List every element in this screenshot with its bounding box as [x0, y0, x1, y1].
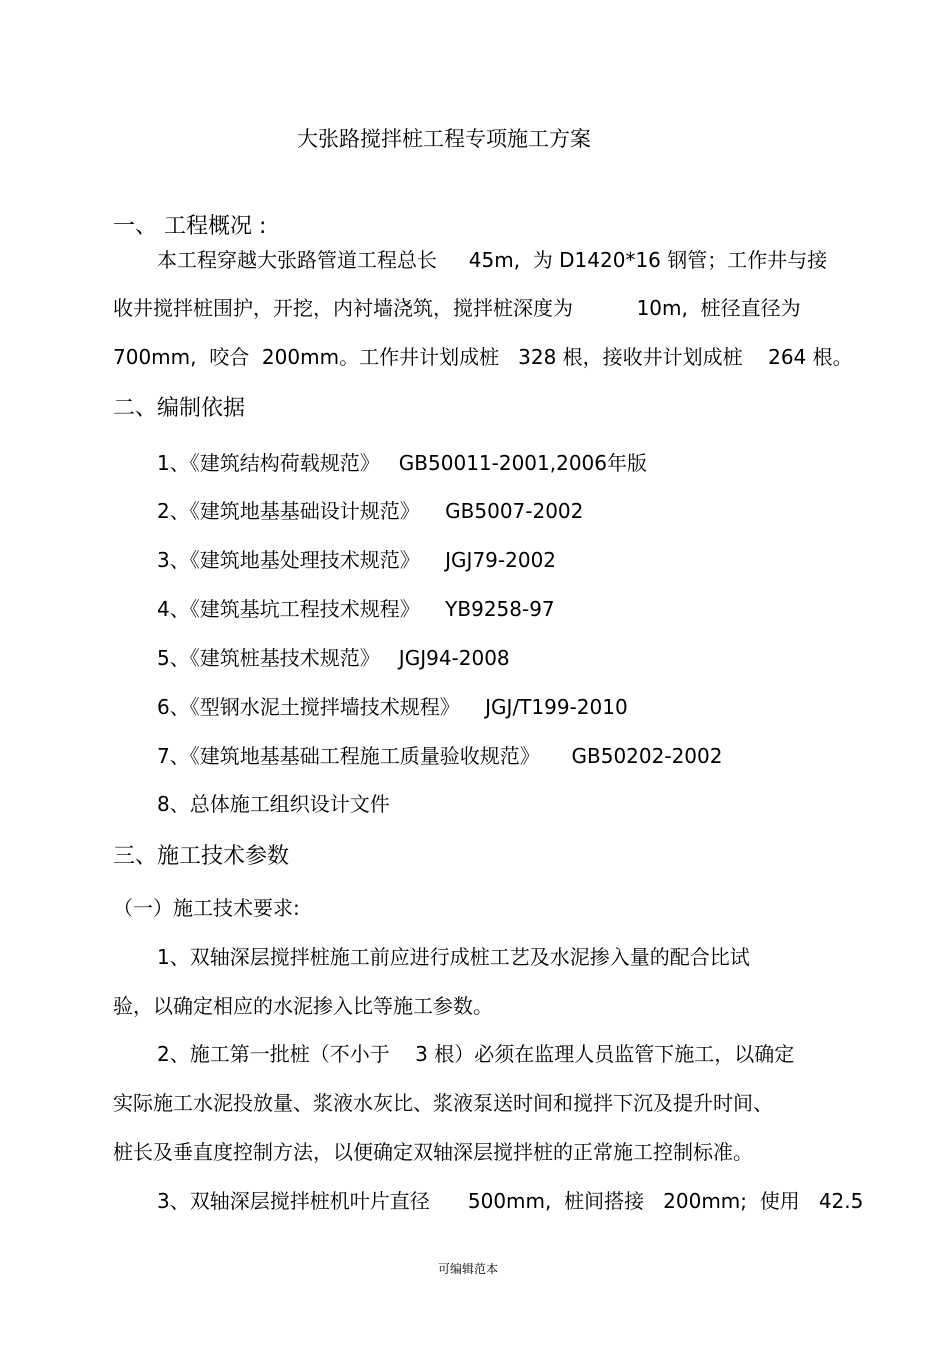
paragraph-line: 2、施工第一批桩（不小于 3 根）必须在监理人员监管下施工，以确定: [157, 1042, 795, 1066]
section-heading-basis: 二、编制依据: [113, 396, 246, 421]
list-item: 2、《建筑地基基础设计规范》 GB5007-2002: [157, 499, 584, 523]
page-title: 大张路搅拌桩工程专项施工方案: [297, 127, 591, 151]
page-footer: 可编辑范本: [438, 1262, 499, 1276]
list-item: 4、《建筑基坑工程技术规程》 YB9258-97: [157, 597, 555, 621]
paragraph-line: 3、双轴深层搅拌桩机叶片直径 500mm, 桩间搭接 200mm; 使用 42.5: [157, 1189, 864, 1213]
paragraph-line: 桩长及垂直度控制方法，以便确定双轴深层搅拌桩的正常施工控制标准。: [113, 1140, 753, 1164]
paragraph-line: 700mm, 咬合 200mm。工作井计划成桩 328 根，接收井计划成桩 264 根。: [113, 345, 853, 369]
list-item: 5、《建筑桩基技术规范》 JGJ94-2008: [157, 646, 510, 670]
list-item: 3、《建筑地基处理技术规范》 JGJ79-2002: [157, 548, 557, 572]
subsection-heading: （一）施工技术要求:: [113, 896, 300, 920]
list-item: 8、总体施工组织设计文件: [157, 792, 390, 816]
section-heading-parameters: 三、施工技术参数: [113, 844, 290, 869]
paragraph-line: 收井搅拌桩围护，开挖，内衬墙浇筑，搅拌桩深度为 10m, 桩径直径为: [113, 296, 801, 320]
list-item: 6、《型钢水泥土搅拌墙技术规程》 JGJ/T199-2010: [157, 695, 628, 719]
paragraph-line: 验，以确定相应的水泥掺入比等施工参数。: [113, 994, 493, 1018]
paragraph-line: 实际施工水泥投放量、浆液水灰比、浆液泵送时间和搅拌下沉及提升时间、: [113, 1091, 773, 1115]
section-heading-overview: 一、 工程概况 :: [113, 214, 267, 239]
paragraph-line: 1、双轴深层搅拌桩施工前应进行成桩工艺及水泥掺入量的配合比试: [157, 945, 750, 969]
list-item: 7、《建筑地基基础工程施工质量验收规范》 GB50202-2002: [157, 744, 723, 768]
list-item: 1、《建筑结构荷载规范》 GB50011-2001,2006年版: [157, 451, 648, 475]
paragraph-line: 本工程穿越大张路管道工程总长 45m, 为 D1420*16 钢管；工作井与接: [157, 248, 828, 272]
